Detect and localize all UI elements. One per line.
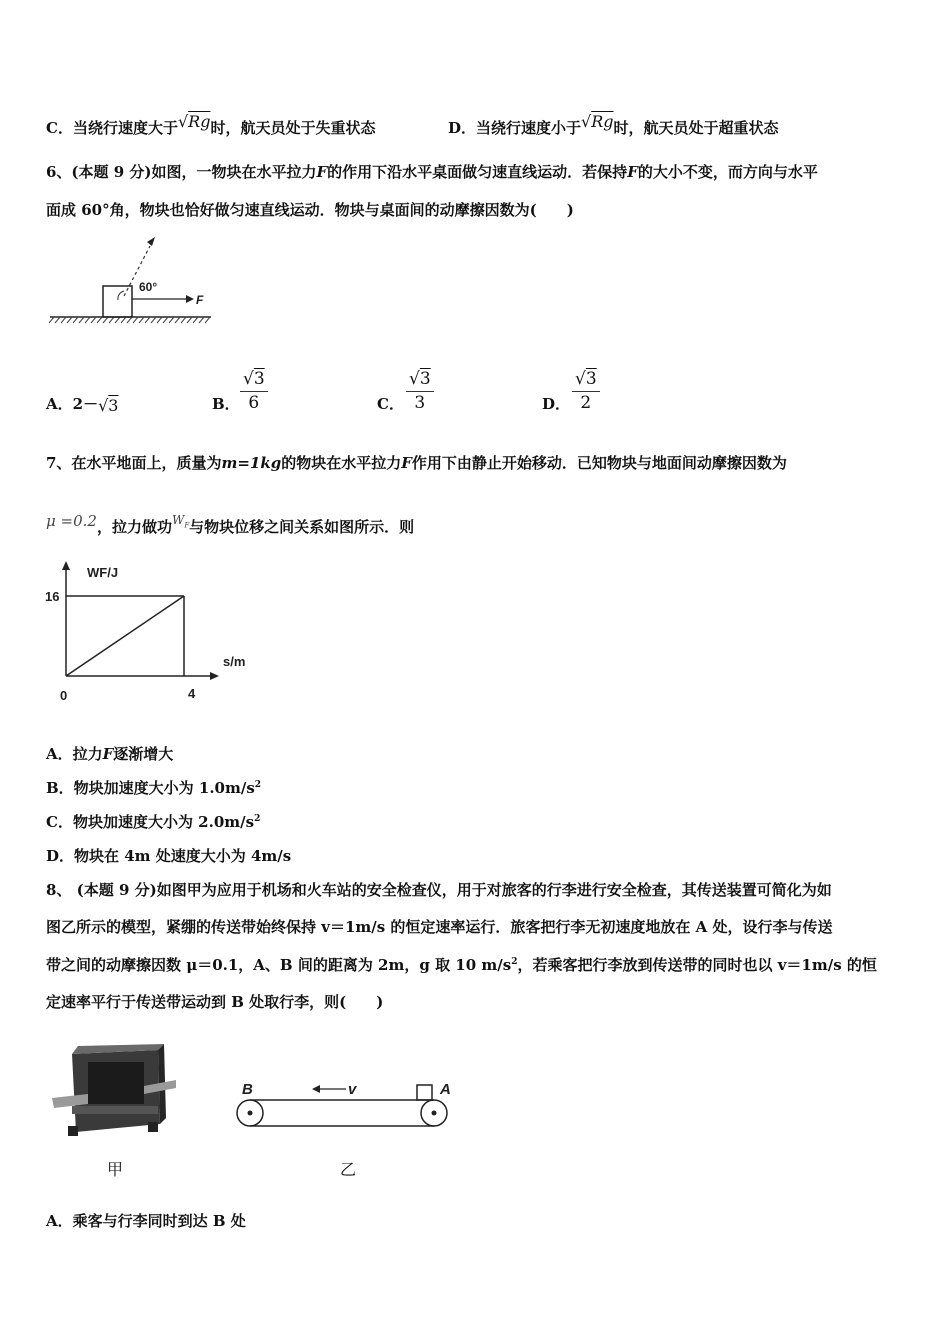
q6-option-b[interactable]: B．: [212, 395, 240, 413]
force-label: F: [196, 293, 204, 307]
y-tick-label-16: 16: [45, 589, 60, 604]
data-line: [66, 596, 184, 676]
q7-option-c[interactable]: C．物块加速度大小为 $2.0m/s^2$: [46, 813, 261, 831]
wf-s-chart: [40, 556, 260, 716]
y-axis-arrow: [62, 561, 70, 570]
block: [103, 286, 132, 317]
belt-label-a: A: [440, 1081, 451, 1098]
q5-option-d: D．当绕行速度小于√Rg时，航天员处于超重状态: [448, 112, 779, 137]
angle-label: 60°: [139, 280, 158, 294]
q6-option-b-fraction: $\frac{√3}{6}$: [240, 369, 268, 413]
sqrt-rg: √Rg: [581, 112, 614, 131]
belt-label-v: v: [348, 1081, 357, 1098]
q8-stem-line2: 图乙所示的模型，紧绷的传送带始终保持 v＝1m/s 的恒定速率运行．旅客把行李无初速度地放在 A 处，设行李与传送: [46, 918, 833, 936]
q6-stem-line2: 面成 60°角，物块也恰好做匀速直线运动．物块与桌面间的动摩擦因数为( ): [46, 201, 574, 219]
q7-stem-line2: μ =0.2，拉力做功$^{W_F}$与物块位移之间关系如图所示．则: [46, 512, 415, 536]
q8-stem-line3: 带之间的动摩擦因数 μ＝0.1，A、B 间的距离为 2m，g 取 10 $m/s^2$，若乘客把行李放到传送带的同时也以 v＝1m/s 的恒: [46, 956, 877, 974]
table-hatching: [49, 317, 210, 323]
q7-option-a[interactable]: A．拉力F逐渐增大: [46, 745, 174, 763]
q6-option-d[interactable]: D．: [542, 395, 571, 413]
fig-a-caption: 甲: [107, 1160, 124, 1179]
q8-stem-line4: 定速率平行于传送带运动到 B 处取行李，则( ): [46, 993, 384, 1011]
x-axis-arrow: [210, 672, 219, 680]
q6-figure: [46, 232, 226, 332]
q6-option-a[interactable]: A．2－√3: [46, 395, 119, 415]
q7-option-d[interactable]: D．物块在 4m 处速度大小为 4m/s: [46, 847, 292, 865]
q6-option-c-fraction: $\frac{√3}{3}$: [406, 369, 434, 413]
q7-stem-line1: 7、在水平地面上，质量为m=1kg的物块在水平拉力F作用下由静止开始移动．已知物块与地面间动摩擦因数为: [46, 454, 787, 472]
q8-option-a[interactable]: A．乘客与行李同时到达 B 处: [46, 1212, 246, 1230]
x-tick-label-4: 4: [188, 686, 196, 701]
angle-arc: [118, 291, 124, 300]
sqrt-rg: √Rg: [177, 112, 211, 131]
conveyor-belt-figure: [228, 1072, 468, 1142]
q6-option-c[interactable]: C．: [377, 395, 404, 413]
q5-option-c: C．当绕行速度大于√Rg时，航天员处于失重状态: [46, 112, 376, 137]
luggage-box: [417, 1085, 432, 1100]
belt-label-b: B: [242, 1081, 253, 1098]
q6-stem-line1: 6、(本题 9 分)如图，一物块在水平拉力F的作用下沿水平桌面做匀速直线运动．若保持F的大小不变，而方向与水平: [46, 163, 818, 181]
security-scanner-image: [48, 1042, 178, 1142]
q7-option-b[interactable]: B．物块加速度大小为 $1.0m/s^2$: [46, 779, 262, 797]
y-axis-label: WF/J: [87, 565, 119, 580]
x-tick-label-0: 0: [60, 688, 68, 703]
fig-b-caption: 乙: [340, 1160, 357, 1179]
x-axis-label: s/m: [223, 654, 246, 669]
q8-stem-line1: 8、 (本题 9 分)如图甲为应用于机场和火车站的安全检查仪，用于对旅客的行李进行安全检查，其传送装置可简化为如: [46, 881, 832, 899]
q6-option-d-fraction: $\frac{√3}{2}$: [572, 369, 600, 413]
